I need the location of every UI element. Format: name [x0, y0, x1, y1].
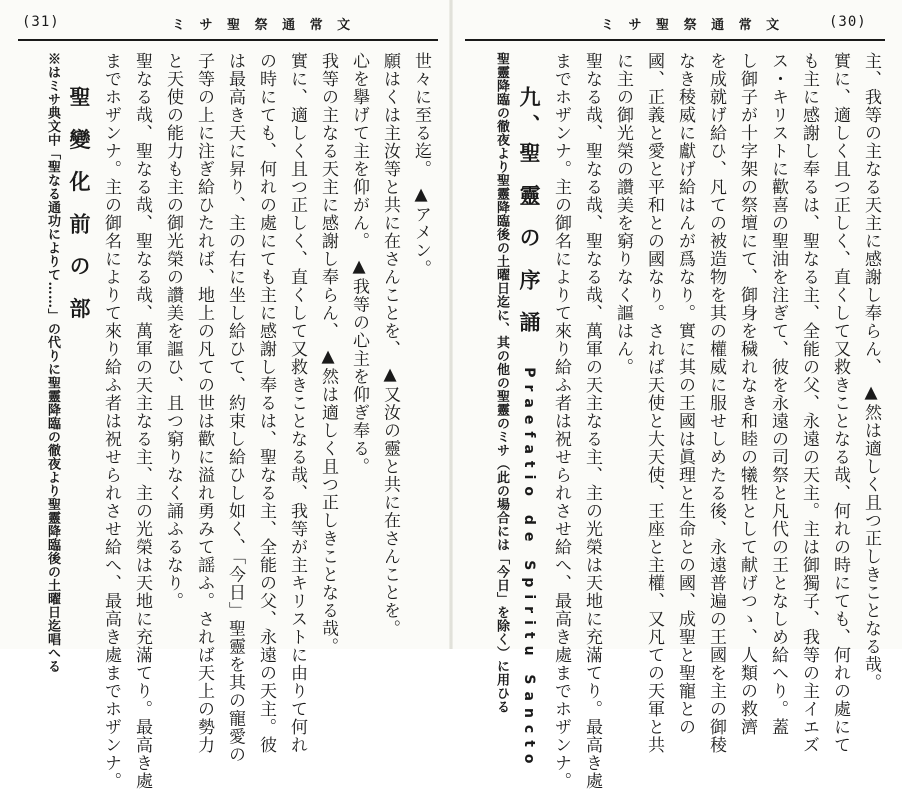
page-body [45, 52, 436, 790]
text-column: と天使の能力も主の御光榮の讚美を謳ひ、且つ窮りなく誦ふるなり。 [163, 52, 183, 610]
text-column: 聖なる哉、聖なる哉、聖なる哉、萬軍の天主なる主、主の光榮は天地に充滿てり。最高き處 [582, 52, 602, 790]
page-body [491, 52, 886, 790]
text-column: は最高き天に昇り、主の右に坐し給ひて、約束し給ひし如く、「今日」聖靈を其の寵愛の [225, 52, 245, 764]
text-column: も主に感謝し奉るは、聖なる主、全能の父、永遠の天主。主は御獨子、我等の主イエズ [799, 52, 819, 754]
page-number: (31) [22, 14, 60, 30]
text-column: 聖なる哉、聖なる哉、聖なる哉、萬軍の天主なる主、主の光榮は天地に充滿てり。最高き處 [132, 52, 152, 790]
running-header: ミ サ 聖 祭 通 常 文 [172, 18, 356, 33]
header-rule [18, 39, 438, 41]
text-column: の時にても、何れの處にても主に感謝し奉るは、聖なる主、全能の父、永遠の天主。彼 [256, 52, 276, 754]
text-column: 主、我等の主なる天主に感謝し奉らん、 ▲然は適しく且つ正しきことなる哉。 [861, 52, 881, 692]
header-rule [465, 39, 885, 41]
text-column: 國、正義と愛と平和との國なり。されば天使と大天使、王座と主權、又凡ての天軍と共 [644, 52, 664, 754]
running-header: ミ サ 聖 祭 通 常 文 [601, 18, 785, 33]
text-column: を成就げ給ひ、凡ての被造物を其の權威に服せしめたる後、永遠普遍の王國を主の御稜 [706, 52, 726, 754]
text-column: までホザンナ。主の御名によりて來り給ふ者は祝せられさせ給へ、最高き處までホザンナ。 [551, 52, 571, 790]
latin-heading: Praefatio de Spiritu Sancto [521, 366, 537, 771]
section-heading-text: 九、聖 靈 の 序 誦 [517, 85, 542, 339]
rubric-note: 聖靈降臨の徹夜より聖靈降臨後の土曜日迄に、其の他の聖靈のミサ（此の場合には「今日」を除く）に用ひる [494, 52, 509, 714]
text-column: 實に、適しく且つ正しく、直くして又救きことなる哉、我等が主キリストに由りて何れ [287, 52, 307, 754]
text-column: 心を擧げて主を仰がん。 ▲我等の心主を仰ぎ奉る。 [349, 52, 369, 476]
text-column: 願はくは主汝等と共に在さんことを、 ▲又汝の靈と共に在さんことを。 [380, 52, 400, 638]
text-column: に主の御光榮の讚美を窮りなく謳はん。 [613, 52, 633, 376]
text-column: ス・キリストに歡喜の聖油を注ぎて、彼を永遠の司祭と凡代の王となしめ給へり。蓋 [768, 52, 788, 736]
text-column: 實に、適しく且つ正しく、直くして又救きことなる哉、何れの時にても、何れの處にて [830, 52, 850, 754]
right-page [451, 0, 902, 790]
section-heading: 聖 變 化 前 の 部 [67, 85, 92, 326]
text-column: し御子が十字架の祭壇にて、御身を穢れなき和睦の犧牲として献げつゝ、人類の救濟 [737, 52, 757, 736]
text-column: までホザンナ。主の御名によりて來り給ふ者は祝せられさせ給へ、最高き處までホザンナ。 [101, 52, 121, 790]
rubric-note: ※はミサ典文中「聖なる通功によりて……」の代りに聖靈降臨の徹夜より聖靈降臨後の土曜日迄唱へる [45, 52, 60, 673]
text-column: なき稜威に獻げ給はんが爲なり。實に其の王國は眞理と生命との國、成聖と聖寵との [675, 52, 695, 736]
text-column: 我等の主なる天主に感謝し奉らん、 ▲然は適しく且つ正しきことなる哉。 [318, 52, 338, 656]
text-column: 世々に至る迄。 ▲アメン。 [411, 52, 431, 278]
text-column: 子等の上に注ぎ給ひたれば、地上の凡ての世は歡に溢れ勇みて謡ふ。されば天上の勢力 [194, 52, 214, 754]
section-heading [513, 52, 545, 771]
page-number: (30) [829, 14, 867, 30]
